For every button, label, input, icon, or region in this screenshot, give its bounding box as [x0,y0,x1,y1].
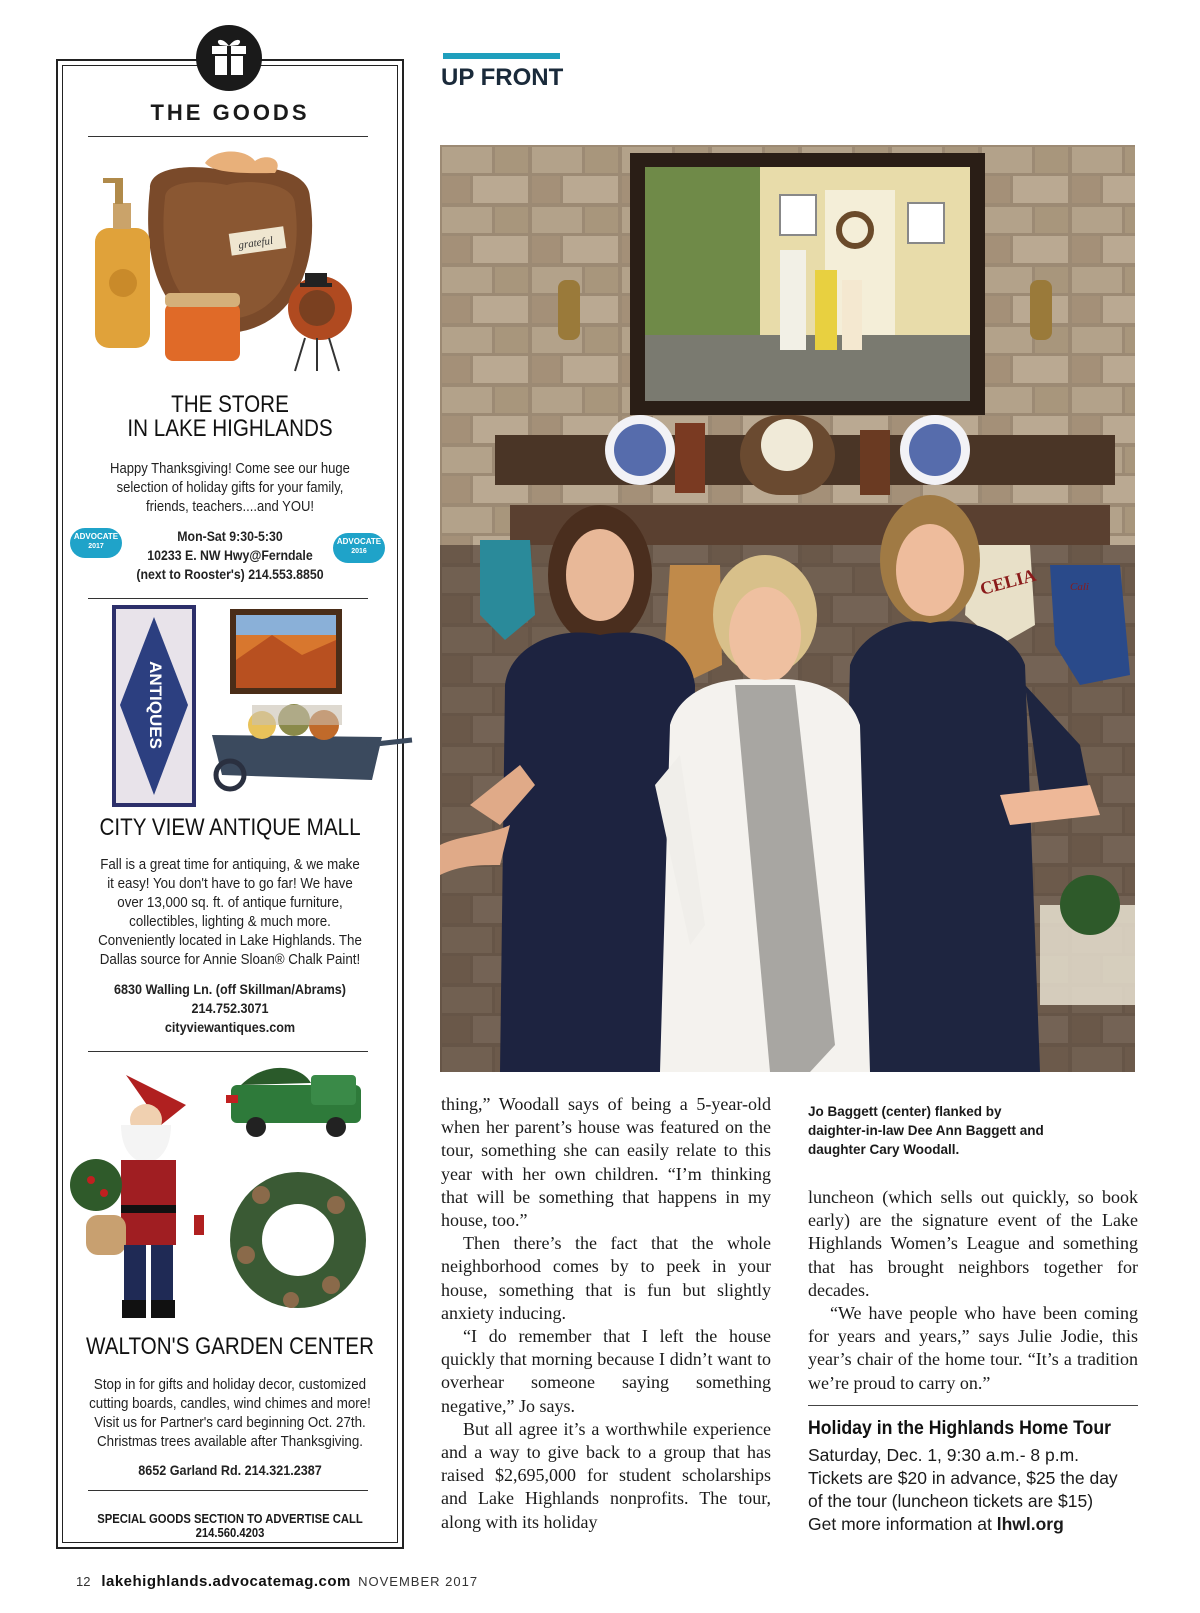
garden-center-description-line: Visit us for Partner's card beginning Oct. 27th. [94,1415,366,1431]
antique-mall-description-line: Fall is a great time for antiquing, & we make [100,857,360,873]
antique-mall-website[interactable]: cityviewantiques.com [164,1019,296,1035]
antique-mall-description-line: collectibles, lighting & much more. [129,914,331,930]
info-box-link[interactable]: lhwl.org [996,1514,1064,1534]
antique-mall-name: CITY VIEW ANTIQUE MALL [99,814,361,841]
grateful-tag-text: grateful [237,234,274,252]
article-paragraph: Then there’s the fact that the whole neighborhood comes by to peek in your house, something that is fun but slightly anxiety inducing. [441,1233,771,1323]
store-description-line: friends, teachers....and YOU! [145,499,315,515]
store-name [86,393,375,441]
store-address: 10233 E. NW Hwy@Ferndale [147,547,313,563]
section-title: UP FRONT [441,64,564,91]
store-description-line: Happy Thanksgiving! Come see our huge [110,461,350,477]
footer-site[interactable]: lakehighlands.advocatemag.com [101,1573,351,1590]
store-products-image [95,143,365,388]
garden-center-name: WALTON'S GARDEN CENTER [86,1333,374,1360]
gift-icon [196,25,262,91]
goods-section-title: THE GOODS [150,100,310,125]
article-paragraph: “We have people who have been coming for years and years,” says Julie Jodie, this year’s chair of the home tour. “It’s a tradition we’re proud to carry on.” [808,1303,1138,1393]
article-paragraph: thing,” Woodall says of being a 5-year-old when her parent’s house was featured on the tour, something she can easily relate to this year with her own children. “I’m thinking that will be something that happens in my house, too.” [441,1094,771,1231]
badge-year: 2017 [88,543,104,550]
footer-issue: NOVEMBER 2017 [358,1574,479,1589]
photo-caption [808,1102,1128,1159]
garden-center-image [66,1065,396,1335]
antique-mall-address: 6830 Walling Ln. (off Skillman/Abrams) [114,981,346,997]
antique-mall-description [85,856,376,970]
antique-mall-description-line: over 13,000 sq. ft. of antique furniture, [117,895,343,911]
divider [88,136,368,137]
antique-mall-description-line: it easy! You don't have to go far! We have [107,876,353,892]
article-column-1 [441,1093,771,1534]
antique-mall-phone: 214.752.3071 [191,1000,269,1016]
info-box-luncheon: of the tour (luncheon tickets are $15) [808,1491,1094,1511]
article-paragraph: But all agree it’s a worthwhile experience and a way to give back to a group that has raised $2,695,000 for student scholarships and Lake Highlands nonprofits. The tour, along with its holiday [441,1418,771,1532]
garden-center-description-line: Stop in for gifts and holiday decor, customized [93,1377,367,1393]
info-box-title: Holiday in the Highlands Home Tour [808,1418,1112,1439]
page-number: 12 [76,1574,91,1589]
caption-line: Jo Baggett (center) flanked by [808,1104,1002,1119]
article-paragraph: luncheon (which sells out quickly, so book early) are the signature event of the Lake Highlands Women’s League and something that has brought neighbors together for decades. [808,1187,1138,1300]
stocking-name-text: Cali [1070,581,1089,593]
info-box-divider [808,1405,1138,1406]
store-name-line-1: THE STORE [171,391,289,418]
caption-line: daughter Cary Woodall. [808,1142,960,1157]
article-column-2 [808,1186,1138,1395]
garden-center-contact [88,1461,372,1480]
antique-mall-description-line: Dallas source for Annie Sloan® Chalk Paint! [99,952,361,968]
garden-center-description-line: Christmas trees available after Thanksgiving. [97,1434,363,1450]
garden-center-description [85,1376,376,1452]
store-description [88,460,372,517]
section-accent-bar [443,53,560,59]
antique-mall-description-line: Conveniently located in Lake Highlands. The [98,933,362,949]
best-of-advocate-badge [333,533,385,563]
antiques-image [112,605,417,810]
store-contact [91,527,369,584]
garden-center-address-phone: 8652 Garland Rd. 214.321.2387 [138,1462,322,1478]
goods-advertise-note: SPECIAL GOODS SECTION TO ADVERTISE CALL 214.560.4203 [97,1512,363,1540]
badge-brand: ADVOCATE [73,532,119,541]
badge-brand: ADVOCATE [336,537,382,546]
stocking-name-text: CELIA [977,564,1039,599]
info-box-date: Saturday, Dec. 1, 9:30 a.m.- 8 p.m. [808,1445,1080,1465]
store-hours: Mon-Sat 9:30-5:30 [177,528,283,544]
divider [88,598,368,599]
antiques-sign-text: ANTIQUES [146,661,165,749]
store-phone: (next to Rooster's) 214.553.8850 [136,566,324,582]
caption-line: daighter-in-law Dee Ann Baggett and [808,1123,1044,1138]
divider [88,1051,368,1052]
info-box-tickets: Tickets are $20 in advance, $25 the day [808,1468,1118,1488]
antique-mall-contact [88,980,372,1037]
article-paragraph: “I do remember that I left the house quickly that morning because I didn’t want to overhear someone saying something negative,” Jo says. [441,1326,771,1416]
store-name-line-2: IN LAKE HIGHLANDS [127,415,333,442]
page-footer [76,1573,478,1590]
divider [88,1490,368,1491]
garden-center-description-line: cutting boards, candles, wind chimes and more! [89,1396,371,1412]
store-description-line: selection of holiday gifts for your family, [116,480,344,496]
feature-photo [440,145,1135,1072]
info-box-link-prefix: Get more information at [808,1514,997,1534]
best-of-advocate-badge [70,528,122,558]
badge-year: 2016 [351,548,367,555]
info-box-more-info [808,1513,1138,1536]
